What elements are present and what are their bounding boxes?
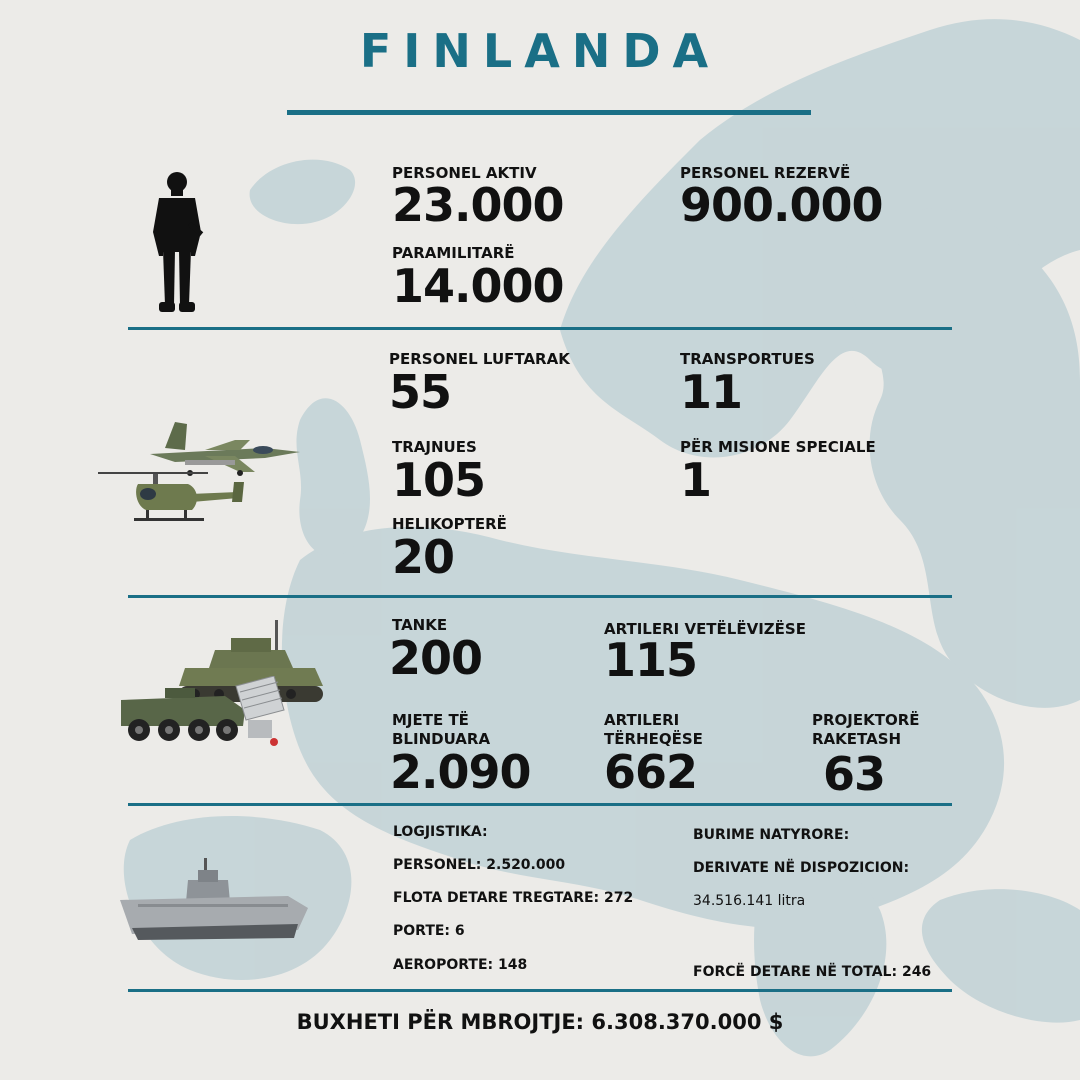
tanks-value: 200 [389, 631, 483, 685]
ports: PORTE: 6 [393, 923, 465, 939]
active-personnel-label: PERSONEL AKTIV [392, 164, 537, 182]
helicopter-icon [98, 466, 253, 532]
transport-value: 11 [680, 365, 743, 419]
trainers-label: TRAJNUES [392, 438, 477, 456]
active-personnel-value: 23.000 [392, 178, 564, 232]
defense-budget: BUXHETI PËR MBROJTJE: 6.308.370.000 $ [296, 1010, 784, 1034]
airports: AEROPORTE: 148 [393, 957, 528, 973]
towed-artillery-label-line1: ARTILERI [604, 711, 680, 729]
towed-artillery-value: 662 [604, 745, 698, 799]
paramilitary-value: 14.000 [392, 259, 564, 313]
armored-value: 2.090 [390, 745, 531, 799]
rocket-projectors-label-line2: RAKETASH [812, 730, 902, 748]
sp-artillery-value: 115 [604, 633, 698, 687]
natural-resources-heading: BURIME NATYRORE: [693, 827, 850, 843]
armored-label-line1: MJETE TË [392, 711, 469, 729]
armored-label-line2: BLINDUARA [392, 730, 491, 748]
section-divider [128, 595, 952, 598]
reserve-personnel-value: 900.000 [680, 178, 883, 232]
transport-label: TRANSPORTUES [680, 350, 815, 368]
trainers-value: 105 [392, 453, 486, 507]
paramilitary-label: PARAMILITARË [392, 244, 515, 262]
logistics-heading: LOGJISTIKA: [393, 824, 488, 840]
rocket-projectors-value: 63 [823, 747, 886, 801]
merchant-fleet: FLOTA DETARE TREGTARE: 272 [393, 890, 634, 906]
reserve-personnel-label: PERSONEL REZERVË [680, 164, 851, 182]
section-divider [128, 803, 952, 806]
rocket-projectors-label-line1: PROJEKTORË [812, 711, 920, 729]
towed-artillery-label-line2: TËRHEQËSE [604, 730, 703, 748]
rocket-launcher-icon [230, 676, 288, 748]
combat-aircraft-value: 55 [389, 365, 452, 419]
soldier-silhouette-icon [145, 170, 210, 315]
tanks-label: TANKE [392, 616, 448, 634]
combat-aircraft-label: PERSONEL LUFTARAK [389, 350, 570, 368]
warship-icon [118, 852, 310, 947]
derivatives-litres: 34.516.141 litra [693, 893, 806, 909]
logistics-personnel: PERSONEL: 2.520.000 [393, 857, 566, 873]
derivatives-label: DERIVATE NË DISPOZICION: [693, 860, 910, 876]
section-divider [128, 989, 952, 992]
page-title: FINLANDA [359, 24, 721, 78]
special-missions-value: 1 [680, 453, 712, 507]
title-underline [287, 110, 811, 115]
sp-artillery-label: ARTILERI VETËLËVIZËSE [604, 620, 806, 638]
special-missions-label: PËR MISIONE SPECIALE [680, 438, 876, 456]
section-divider [128, 327, 952, 330]
naval-force-total: FORCË DETARE NË TOTAL: 246 [693, 964, 932, 980]
helicopters-label: HELIKOPTERË [392, 515, 507, 533]
helicopters-value: 20 [392, 530, 455, 584]
